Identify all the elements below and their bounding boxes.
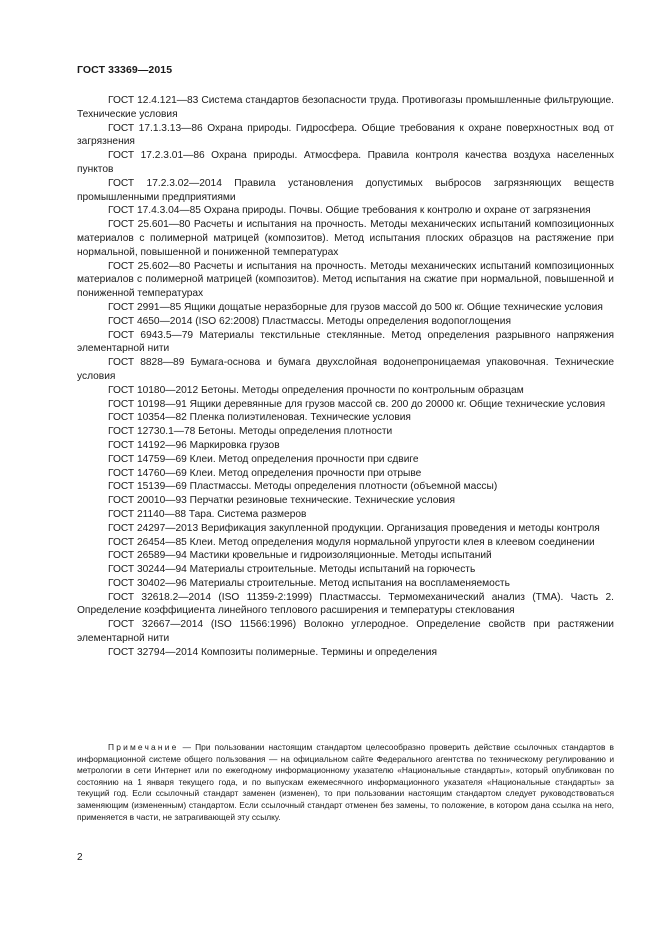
note-label: Примечание <box>108 742 179 752</box>
reference-item: ГОСТ 12.4.121—83 Система стандартов безопасности труда. Противогазы промышленные фильтрующие. Технические условия <box>77 95 614 120</box>
reference-item: ГОСТ 25.602—80 Расчеты и испытания на прочность. Методы механических испытаний композиционных материалов с полимерной матрицей (композитов). Метод испытания на сжатие при нормальной, повышенной и пониженной температурах <box>77 260 614 300</box>
reference-item: ГОСТ 4650—2014 (ISO 62:2008) Пластмассы. Методы определения водопоглощения <box>108 315 512 327</box>
reference-item: ГОСТ 17.1.3.13—86 Охрана природы. Гидросфера. Общие требования к охране поверхностных вод от загрязнения <box>77 122 614 148</box>
reference-item: ГОСТ 10198—91 Ящики деревянные для грузов массой св. 200 до 20000 кг. Общие технические условия <box>108 398 606 410</box>
reference-item: ГОСТ 12730.1—78 Бетоны. Методы определения плотности <box>108 426 393 438</box>
reference-item: ГОСТ 21140—88 Тара. Система размеров <box>108 508 307 520</box>
normative-references-list <box>77 94 614 660</box>
reference-item: ГОСТ 14192—96 Маркировка грузов <box>108 439 280 451</box>
note-paragraph <box>77 742 614 823</box>
reference-item: ГОСТ 24297—2013 Верификация закупленной продукции. Организация проведения и методы контроля <box>108 522 600 534</box>
reference-item: ГОСТ 14759—69 Клеи. Метод определения прочности при сдвиге <box>108 453 419 465</box>
reference-item: ГОСТ 30244—94 Материалы строительные. Методы испытаний на горючесть <box>108 564 476 576</box>
reference-item: ГОСТ 15139—69 Пластмассы. Методы определения плотности (объемной массы) <box>108 481 498 493</box>
reference-item: ГОСТ 32794—2014 Композиты полимерные. Термины и определения <box>108 646 437 658</box>
reference-item: ГОСТ 25.601—80 Расчеты и испытания на прочность. Методы механических испытаний композиционных материалов с полимерной матрицей (композитов). Метод испытания плоских образцов на растяжение при нормальной, повышенной и пониженной температурах <box>77 219 614 258</box>
reference-item: ГОСТ 8828—89 Бумага-основа и бумага двухслойная водонепроницаемая упаковочная. Технические условия <box>77 357 614 382</box>
reference-item: ГОСТ 14760—69 Клеи. Метод определения прочности при отрыве <box>108 467 422 479</box>
reference-item: ГОСТ 6943.5—79 Материалы текстильные стеклянные. Метод определения разрывного напряжения элементарной нити <box>77 329 614 355</box>
reference-item: ГОСТ 26589—94 Мастики кровельные и гидроизоляционные. Методы испытаний <box>108 550 492 562</box>
reference-item: ГОСТ 17.4.3.04—85 Охрана природы. Почвы. Общие требования к контролю и охране от загрязнения <box>108 205 591 217</box>
reference-item: ГОСТ 20010—93 Перчатки резиновые технические. Технические условия <box>108 495 456 507</box>
reference-item: ГОСТ 30402—96 Материалы строительные. Метод испытания на воспламеняемость <box>108 577 510 589</box>
reference-item: ГОСТ 26454—85 Клеи. Метод определения модуля нормальной упругости клея в клеевом соединении <box>108 536 595 548</box>
page-number: 2 <box>77 852 83 863</box>
document-header-title: ГОСТ 33369—2015 <box>77 64 173 76</box>
reference-item: ГОСТ 32667—2014 (ISO 11566:1996) Волокно углеродное. Определение свойств при растяжении элементарной нити <box>77 619 614 645</box>
reference-item: ГОСТ 17.2.3.01—86 Охрана природы. Атмосфера. Правила контроля качества воздуха населенных пунктов <box>77 150 614 175</box>
reference-item: ГОСТ 10180—2012 Бетоны. Методы определения прочности по контрольным образцам <box>108 384 524 396</box>
reference-item: ГОСТ 17.2.3.02—2014 Правила установления допустимых выбросов загрязняющих веществ промышленными предприятиями <box>77 177 614 203</box>
reference-item: ГОСТ 10354—82 Пленка полиэтиленовая. Технические условия <box>108 412 411 424</box>
note-text: — При пользовании настоящим стандартом целесообразно проверить действие ссылочных стандартов в информационной системе общего пользования — на официальном сайте Федерального агентства по техническому регулированию и метрологии в сети Интернет или по ежегодному информационному указателю «Национальные стандарты», который опубликован по состоянию на 1 января текущего года, и по выпускам ежемесячного информационного указателя «Национальные стандарты» за текущий год. Если ссылочный стандарт заменен (изменен), то при пользовании настоящим стандартом следует руководствоваться заменяющим (измененным) стандартом. Если ссылочный стандарт отменен без замены, то положение, в котором дана ссылка на него, применяется в части, не затрагивающей эту ссылку. <box>77 742 615 822</box>
reference-item: ГОСТ 32618.2—2014 (ISO 11359-2:1999) Пластмассы. Термомеханический анализ (ТМА). Часть 2. Определение коэффициента линейного теплового расширения и температуры стеклования <box>77 591 614 617</box>
reference-item: ГОСТ 2991—85 Ящики дощатые неразборные для грузов массой до 500 кг. Общие технические условия <box>108 301 603 313</box>
